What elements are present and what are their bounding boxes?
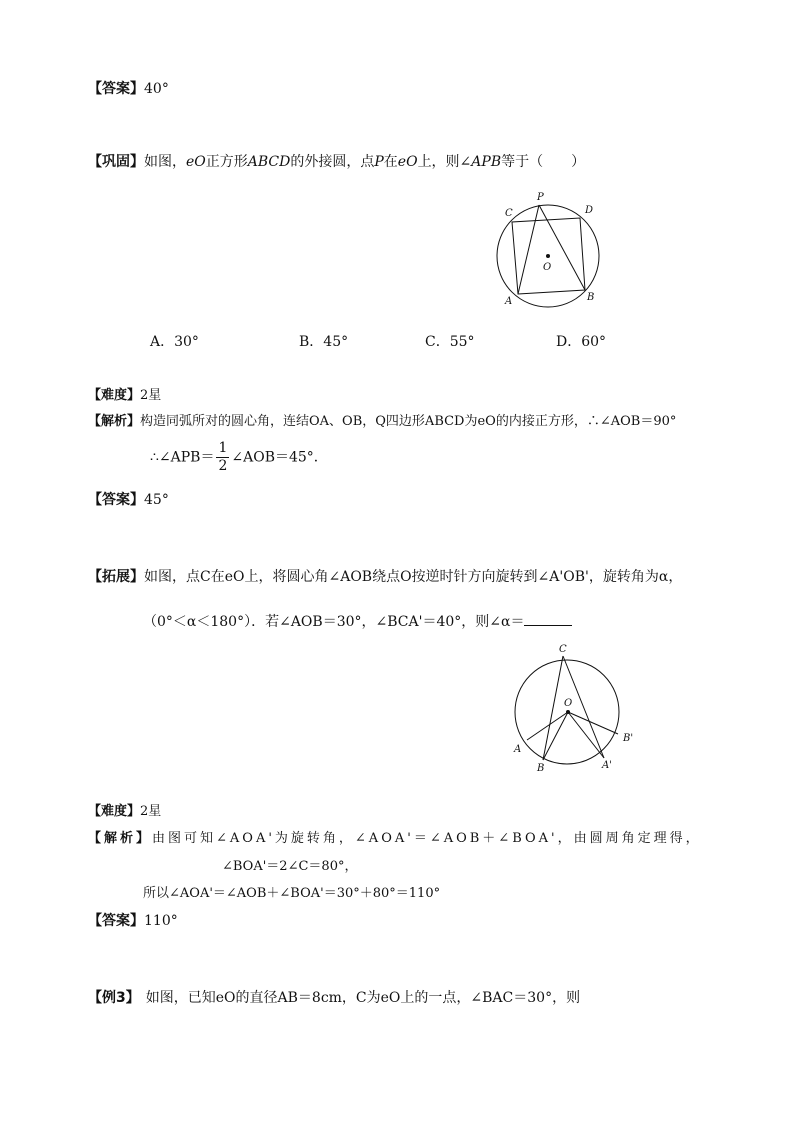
fraction-half [216,440,229,475]
answer-tag: 【答案】 [88,81,144,97]
center-dot [546,254,550,258]
analysis-tag: 【解析】 [88,831,153,846]
difficulty-line-1 [88,384,161,403]
frac-num: 1 [218,440,228,456]
center-dot [566,710,570,714]
rotation-figure [505,640,645,774]
option-c: C．55° [425,334,475,350]
q-text: 如图， [144,154,186,170]
line-pa [518,205,539,294]
label-p: P [537,192,544,203]
analysis-text: 构造同弧所对的圆心角，连结OA、OB，Q四边形ABCD为eO的内接正方形，∴∠AOB＝90° [140,414,677,429]
answer-line-1 [88,78,169,98]
line-ob [543,712,568,760]
q-text: 上，则∠ [417,154,472,170]
analysis-line-2 [88,827,702,846]
answer-tag: 【答案】 [88,913,144,929]
label-b-prime: B' [623,733,634,744]
square-circle-figure [490,186,616,310]
analysis-line-1 [88,410,676,429]
q-circle: eO [397,154,418,170]
q-text: 正方形 [205,154,248,170]
tuozhan-text: （0°＜α＜180°）．若∠AOB＝30°，∠BCA'＝40°，则∠α＝ [143,614,525,630]
q-angle: APB [471,154,502,170]
difficulty-value: 2星 [140,388,162,403]
tuozhan-line-2 [143,611,572,631]
option-d: D．60° [556,334,607,350]
line-cb [543,656,563,760]
formula-pre: ∴∠APB＝ [150,449,215,466]
q-square: ABCD [247,154,291,170]
label-b: B [537,763,545,774]
q-point: P [374,154,384,170]
label-d: D [585,205,594,216]
analysis-line-3: ∠BOA'＝2∠C＝80°， [222,859,358,874]
analysis-tag: 【解析】 [88,414,141,429]
q-text: 的外接圆，点 [290,154,375,170]
frac-den: 2 [218,458,228,474]
answer-value: 40° [144,81,169,97]
analysis-text: 由图可知∠AOA'为旋转角，∠AOA'＝∠AOB＋∠BOA'，由圆周角定理得， [152,831,702,846]
option-a: A．30° [150,334,199,350]
answer-value: 45° [144,492,169,508]
difficulty-tag: 【难度】 [88,804,141,819]
difficulty-line-2 [88,800,161,819]
tuozhan-question [88,566,682,586]
answer-value: 110° [144,913,178,929]
difficulty-tag: 【难度】 [88,388,141,403]
formula-post: ∠AOB＝45°． [231,449,328,466]
q-circle: eO [186,154,206,170]
answer-line-2 [88,489,169,509]
option-b: B．45° [299,334,349,350]
answer-line-3 [88,910,178,930]
q-text: 在 [383,154,398,170]
tuozhan-line-1: 如图，点C在eO上，将圆心角∠AOB绕点O按逆时针方向旋转到∠A'OB'，旋转角为α， [144,569,683,585]
q-text: 等于（ ） [501,154,586,170]
label-o: O [564,698,573,709]
analysis-line-4: 所以∠AOA'＝∠AOB＋∠BOA'＝30°＋80°＝110° [143,886,441,901]
example-3 [88,987,580,1007]
label-c: C [505,208,513,219]
label-o: O [543,262,552,273]
difficulty-value: 2星 [140,804,162,819]
formula-apb [150,440,328,475]
line-oa-prime [568,712,604,758]
answer-blank[interactable] [524,613,572,626]
label-a: A [505,296,513,307]
answer-tag: 【答案】 [88,492,144,508]
example-text: 如图，已知eO的直径AB＝8cm，C为eO上的一点，∠BAC＝30°，则 [145,990,581,1006]
gonggu-question [88,151,585,171]
label-a-prime: A' [602,760,612,771]
gonggu-tag: 【巩固】 [88,154,144,170]
label-a: A [514,744,522,755]
tuozhan-tag: 【拓展】 [88,569,144,585]
label-c: C [559,644,567,655]
example-tag: 【例3】 [88,990,140,1006]
label-b: B [587,292,595,303]
